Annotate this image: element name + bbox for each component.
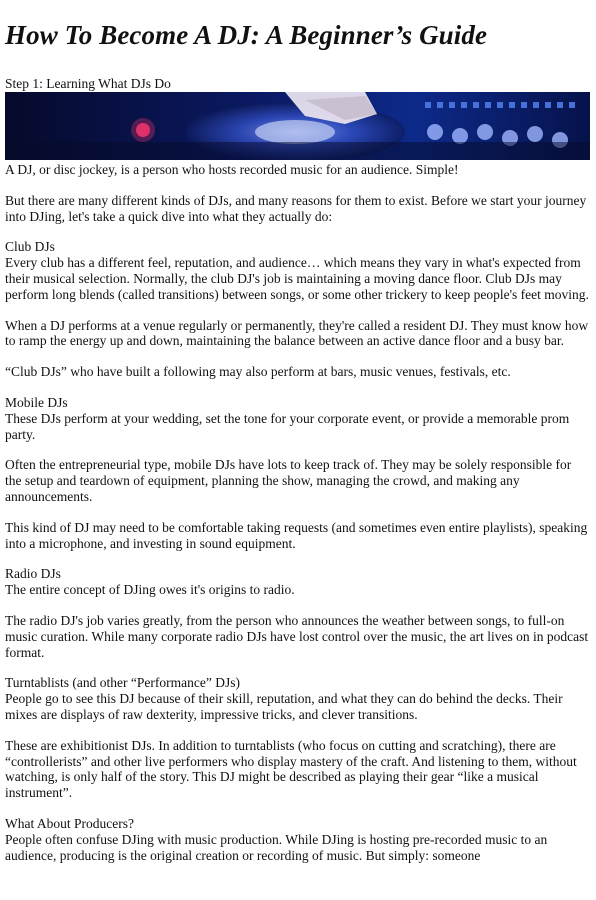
section-heading: Club DJs xyxy=(5,239,55,255)
section-heading: What About Producers? xyxy=(5,815,134,831)
intro-paragraph: A DJ, or disc jockey, is a person who hosts recorded music for an audience. Simple! xyxy=(5,162,459,177)
intro-paragraph: But there are many different kinds of DJs, and many reasons for them to exist. Before we start your journey into DJing, let's take a quick dive into what they actually do: xyxy=(5,192,587,224)
section-heading: Radio DJs xyxy=(5,566,61,582)
section-paragraph: These DJs perform at your wedding, set the tone for your corporate event, or provide a memorable prom party. xyxy=(5,410,570,442)
section-paragraph: Every club has a different feel, reputation, and audience… which means they vary in what's expected from their musical selection. Normally, the club DJ's job is maintaining a moving dance floor. Club DJs may perform long blends (called transitions) between songs, or some other trickery to keep people's feet moving. xyxy=(5,255,589,302)
section-paragraph: The radio DJ's job varies greatly, from the person who announces the weather between songs, to full-on music curation. While many corporate radio DJs have lost control over the music, the art lives on in podcast format. xyxy=(5,612,589,660)
step-heading: Step 1: Learning What DJs Do xyxy=(5,76,171,91)
section-paragraph: These are exhibitionist DJs. In addition to turntablists (who focus on cutting and scratching), there are “controllerists” and other live performers who display mastery of the craft. And listening to them, without watching, is only half of the story. This DJ might be described as playing their gear “like a musical instrument”. xyxy=(5,737,577,801)
section-heading: Turntablists (and other “Performance” DJs) xyxy=(5,675,240,691)
section-paragraph: The entire concept of DJing owes it's origins to radio. xyxy=(5,582,295,598)
section-paragraph: This kind of DJ may need to be comfortable taking requests (and sometimes even entire playlists), speaking into a microphone, and investing in sound equipment. xyxy=(5,519,588,551)
section-paragraph: Often the entrepreneurial type, mobile DJs have lots to keep track of. They may be solely responsible for the setup and teardown of equipment, planning the show, managing the crowd, and making any announcements. xyxy=(5,457,572,504)
section-paragraph: “Club DJs” who have built a following may also perform at bars, music venues, festivals, etc. xyxy=(5,364,511,380)
section-paragraph: When a DJ performs at a venue regularly or permanently, they're called a resident DJ. They must know how to ramp the energy up and down, maintaining the balance between an active dance floor and a busy bar. xyxy=(5,317,589,349)
article-title: How To Become A DJ: A Beginner’s Guide xyxy=(5,20,488,50)
hero-image xyxy=(5,92,590,160)
section-paragraph: People often confuse DJing with music production. While DJing is hosting pre-recorded music to an audience, producing is the original creation or recording of music. But simply: someone xyxy=(5,831,548,863)
section-heading: Mobile DJs xyxy=(5,394,68,410)
section-paragraph: People go to see this DJ because of their skill, reputation, and what they can do behind the decks. Their mixes are displays of raw dexterity, impressive tricks, and clever transitions. xyxy=(5,691,563,722)
